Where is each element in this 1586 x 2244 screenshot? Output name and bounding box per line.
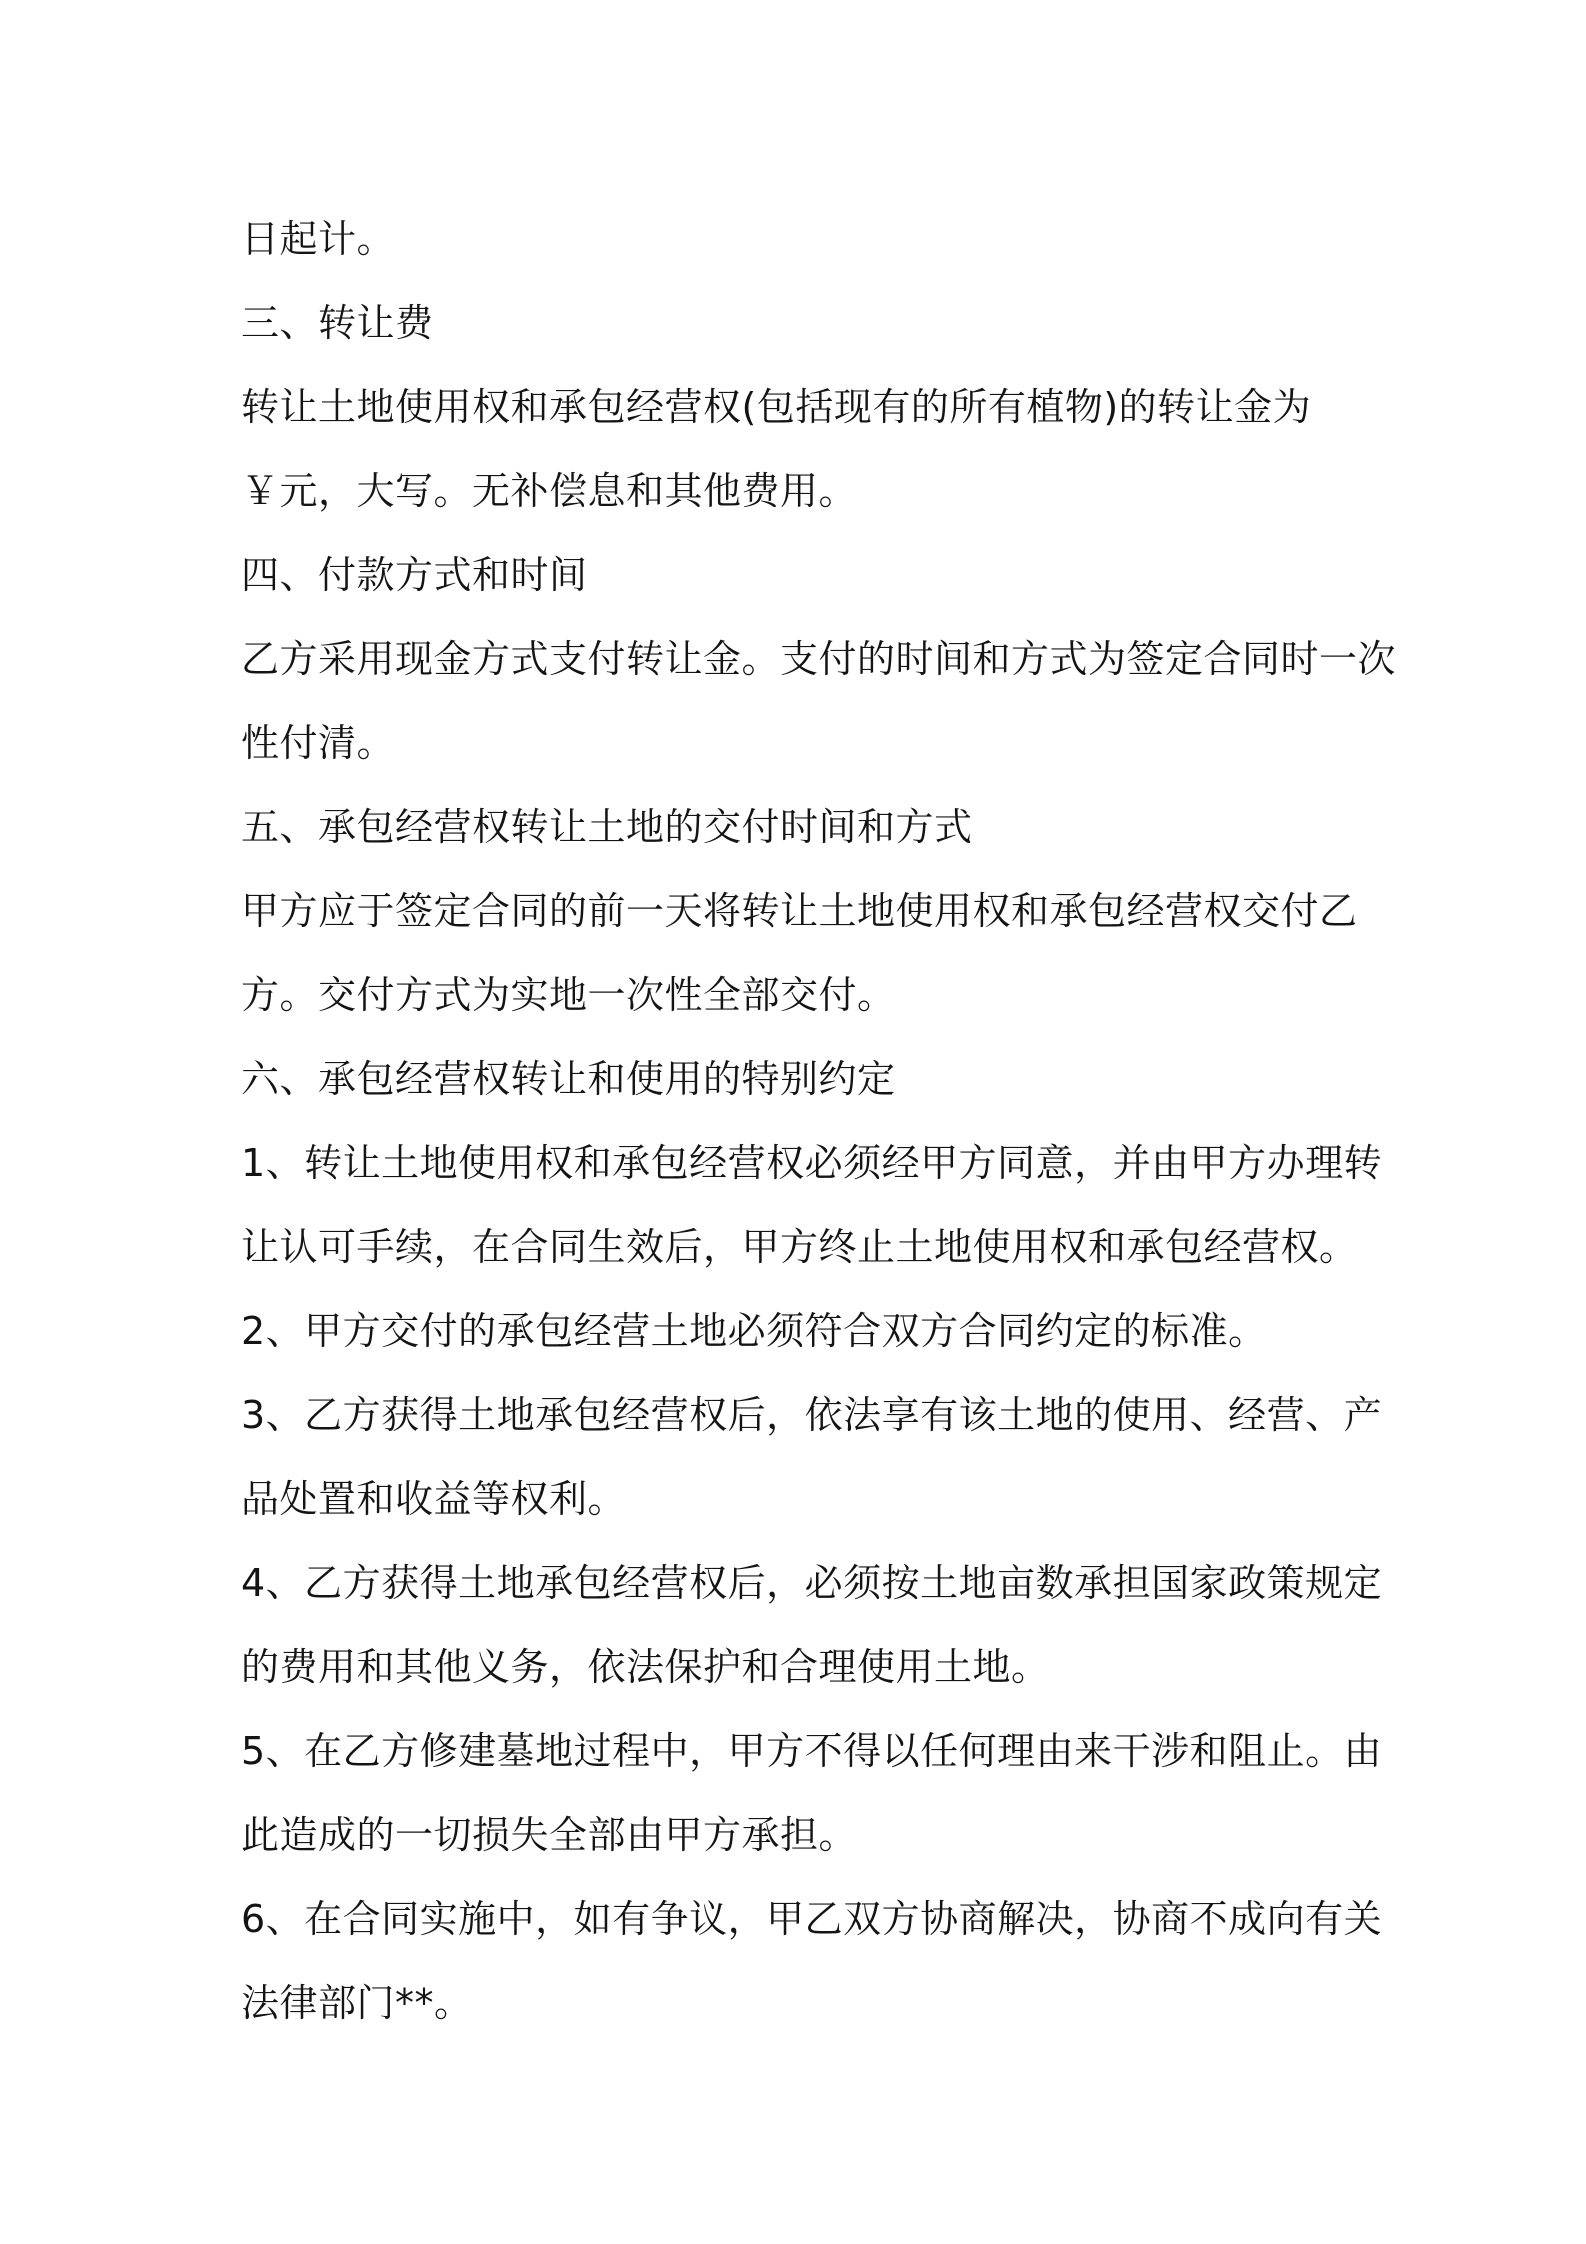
section-heading: 六、承包经营权转让和使用的特别约定: [241, 1057, 896, 1101]
section-heading: 四、付款方式和时间: [241, 553, 588, 597]
clause-line: 6、在合同实施中，如有争议，甲乙双方协商解决，协商不成向有关: [241, 1897, 1383, 1941]
section-heading: 三、转让费: [241, 301, 434, 345]
text-line: 转让土地使用权和承包经营权(包括现有的所有植物)的转让金为: [241, 385, 1312, 429]
text-line: 乙方采用现金方式支付转让金。支付的时间和方式为签定合同时一次: [241, 637, 1397, 681]
clause-line: 的费用和其他义务，依法保护和合理使用土地。: [241, 1645, 1050, 1689]
text-line: 日起计。: [241, 217, 396, 261]
clause-line: 4、乙方获得土地承包经营权后，必须按土地亩数承担国家政策规定: [241, 1561, 1383, 1605]
text-line: 方。交付方式为实地一次性全部交付。: [241, 973, 896, 1017]
clause-line: 1、转让土地使用权和承包经营权必须经甲方同意，并由甲方办理转: [241, 1141, 1383, 1185]
clause-line: 5、在乙方修建墓地过程中，甲方不得以任何理由来干涉和阻止。由: [241, 1729, 1383, 1773]
text-line: 性付清。: [241, 721, 396, 765]
clause-line: 2、甲方交付的承包经营土地必须符合双方合同约定的标准。: [241, 1309, 1267, 1353]
section-heading: 五、承包经营权转让土地的交付时间和方式: [241, 805, 973, 849]
text-line: ￥元，大写。无补偿息和其他费用。: [241, 469, 858, 513]
clause-line: 品处置和收益等权利。: [241, 1477, 627, 1521]
text-line: 甲方应于签定合同的前一天将转让土地使用权和承包经营权交付乙: [241, 889, 1358, 933]
clause-line: 法律部门**。: [241, 1981, 473, 2025]
document-body: [241, 197, 1397, 2045]
clause-line: 3、乙方获得土地承包经营权后，依法享有该土地的使用、经营、产: [241, 1393, 1383, 1437]
clause-line: 让认可手续，在合同生效后，甲方终止土地使用权和承包经营权。: [241, 1225, 1358, 1269]
clause-line: 此造成的一切损失全部由甲方承担。: [241, 1813, 858, 1857]
